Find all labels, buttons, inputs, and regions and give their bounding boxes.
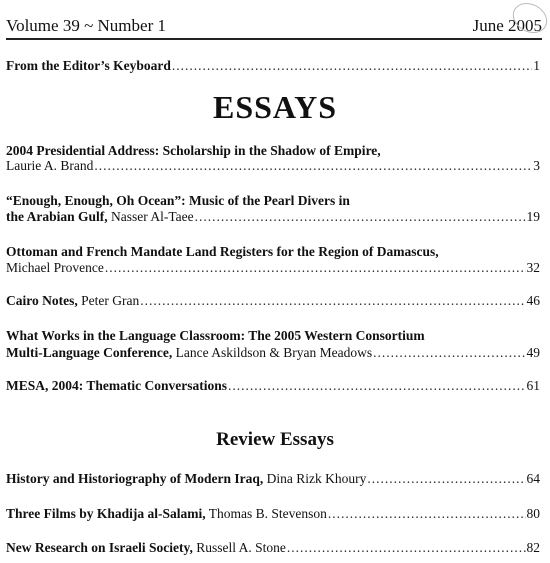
page-number: 19 — [526, 209, 540, 224]
entry-title: MESA, 2004: Thematic Conversations — [6, 378, 227, 393]
entry-title: New Research on Israeli Society, — [6, 540, 193, 555]
review-essays-heading: Review Essays — [216, 429, 334, 450]
dot-leader — [94, 158, 532, 174]
entry-title: From the Editor’s Keyboard — [6, 58, 171, 73]
page-number: 3 — [533, 158, 540, 173]
dot-leader — [140, 293, 525, 309]
toc-entry-essay[interactable] — [6, 260, 540, 276]
journal-header — [6, 14, 542, 40]
entry-author: Peter Gran — [77, 293, 140, 308]
entry-author: Russell A. Stone — [192, 540, 286, 555]
entry-author: Michael Provence — [6, 260, 104, 275]
essays-heading: ESSAYS — [212, 89, 337, 125]
toc-entry-essay[interactable] — [6, 209, 540, 225]
page-number: 49 — [526, 345, 540, 360]
page-number: 64 — [526, 471, 540, 486]
toc-entry-review[interactable] — [6, 540, 540, 556]
entry-title: the Arabian Gulf, — [6, 209, 108, 224]
page-number: 82 — [526, 540, 540, 555]
dot-leader — [195, 209, 526, 225]
toc-entry-essay[interactable] — [6, 378, 540, 394]
dot-leader — [328, 506, 526, 522]
entry-title: Multi-Language Conference, — [6, 345, 173, 360]
page-number: 32 — [526, 260, 540, 275]
dot-leader — [228, 378, 526, 394]
page-number: 1 — [533, 58, 540, 73]
toc-entry-essay[interactable] — [6, 345, 540, 361]
volume-number: Volume 39 ~ Number 1 — [6, 16, 166, 35]
page-number: 61 — [526, 378, 540, 393]
entry-title: Three Films by Khadija al-Salami, — [6, 506, 206, 521]
entry-author: Laurie A. Brand — [6, 158, 94, 173]
toc-entry-review[interactable] — [6, 471, 540, 487]
entry-author: Thomas B. Stevenson — [205, 506, 327, 521]
toc-entry-title-line: What Works in the Language Classroom: The 2005 Western Consortium — [6, 328, 425, 343]
dot-leader — [105, 260, 526, 276]
entry-title: Cairo Notes, — [6, 293, 78, 308]
dot-leader — [172, 58, 532, 74]
toc-entry-title-line: Ottoman and French Mandate Land Registers for the Region of Damascus, — [6, 244, 439, 259]
toc-entry-essay[interactable] — [6, 158, 540, 174]
toc-entry-editor[interactable] — [6, 58, 540, 74]
page-number: 80 — [526, 506, 540, 521]
entry-author: Lance Askildson & Bryan Meadows — [172, 345, 373, 360]
toc-entry-essay[interactable] — [6, 293, 540, 309]
dot-leader — [287, 540, 526, 556]
toc-entry-review[interactable] — [6, 506, 540, 522]
entry-title: History and Historiography of Modern Iraq, — [6, 471, 264, 486]
entry-author: Dina Rizk Khoury — [263, 471, 367, 486]
toc-entry-title-line: “Enough, Enough, Oh Ocean”: Music of the Pearl Divers in — [6, 193, 350, 208]
dot-leader — [367, 471, 525, 487]
toc-entry-title-line: 2004 Presidential Address: Scholarship in the Shadow of Empire, — [6, 143, 381, 158]
page-number: 46 — [526, 293, 540, 308]
dot-leader — [373, 345, 525, 361]
issue-date: June 2005 — [472, 16, 542, 35]
entry-author: Nasser Al-Taee — [107, 209, 194, 224]
